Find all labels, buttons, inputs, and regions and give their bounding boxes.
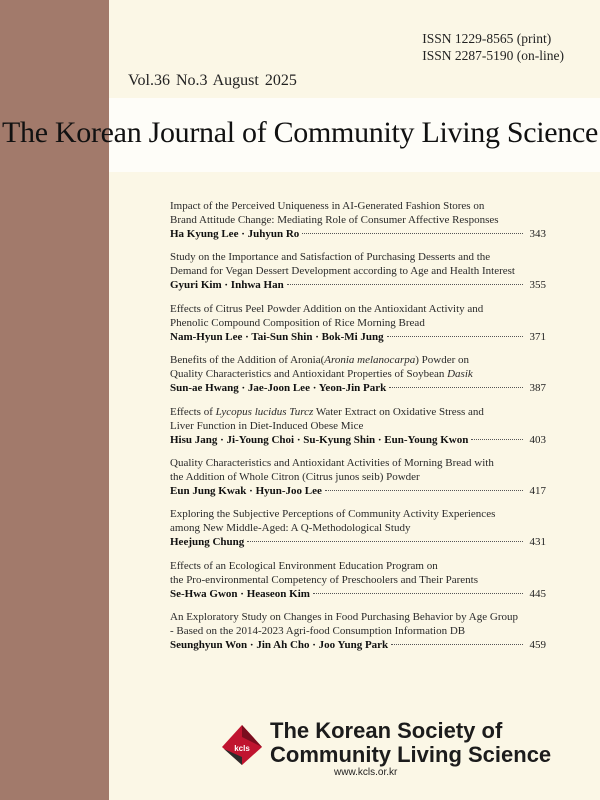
logo-badge-text: kcls (234, 744, 250, 753)
article-page: 343 (529, 228, 546, 240)
article-title-line: Effects of an Ecological Environment Education Program on (170, 559, 438, 572)
dot-leader (247, 541, 523, 542)
dot-leader (471, 439, 523, 440)
article-title-line: Brand Attitude Change: Mediating Role of Consumer Affective Responses (170, 214, 499, 226)
issn-block (422, 30, 564, 64)
article-title-line (170, 353, 546, 367)
journal-title: The Korean Journal of Community Living Science (1, 116, 599, 149)
dot-leader (391, 644, 523, 645)
article-authors: Se-Hwa Gwon · Heaseon Kim (170, 587, 310, 600)
society-url: www.kcls.or.kr (334, 767, 398, 778)
article-authors: Ha Kyung Lee · Juhyun Ro (170, 228, 300, 240)
dot-leader (302, 233, 523, 234)
title-text: ) Powder on (415, 354, 470, 367)
article-authors: Gyuri Kim · Inhwa Han (170, 279, 284, 292)
article-title-line: Effects of Citrus Peel Powder Addition on the Antioxidant Activity and (170, 302, 484, 315)
society-name-line: The Korean Society of (270, 718, 503, 743)
toc-entry (170, 199, 546, 250)
dot-leader (325, 490, 523, 491)
article-title-line: the Addition of Whole Citron (Citrus junos seib) Powder (170, 470, 420, 483)
article-page: 355 (529, 279, 546, 292)
title-text: Effects of (170, 405, 216, 418)
article-title-line (170, 405, 546, 419)
toc-entry (170, 302, 546, 353)
article-authors: Seunghyun Won · Jin Ah Cho · Joo Yung Park (170, 639, 389, 652)
title-text: Benefits of the Addition of Aronia( (170, 354, 325, 367)
article-title-line: Phenolic Compound Composition of Rice Morning Bread (170, 316, 425, 329)
article-authors: Eun Jung Kwak · Hyun-Joo Lee (170, 484, 322, 497)
toc-entry (170, 250, 546, 301)
article-page: 417 (529, 484, 546, 497)
kcls-logo-icon (220, 723, 264, 767)
toc-entry (170, 456, 546, 507)
article-authors: Hisu Jang · Ji-Young Choi · Su-Kyung Shin · Eun-Young Kwon (170, 433, 469, 446)
toc-entry (170, 559, 546, 610)
toc-entry (170, 353, 546, 404)
article-title-line: - Based on the 2014-2023 Agri-food Consumption Information DB (170, 625, 466, 638)
issn-online: ISSN 2287-5190 (on-line) (422, 48, 564, 63)
dot-leader (287, 284, 523, 285)
article-title-line: Quality Characteristics and Antioxidant Activities of Morning Bread with (170, 456, 494, 469)
title-italic-term: Dasik (447, 368, 473, 381)
dot-leader (313, 593, 523, 594)
article-page: 387 (529, 382, 546, 395)
article-page: 431 (529, 536, 546, 549)
society-name-line: Community Living Science (270, 742, 552, 767)
article-authors: Nam-Hyun Lee · Tai-Sun Shin · Bok-Mi Jung (170, 330, 384, 343)
dot-leader (389, 387, 523, 388)
article-title-line (170, 367, 546, 381)
volume-issue-date: Vol.36 No.3 August 2025 (128, 72, 297, 89)
article-title-line: Demand for Vegan Dessert Development according to Age and Health Interest (170, 265, 515, 278)
society-logo (220, 715, 552, 778)
toc-entry (170, 610, 546, 661)
toc-entry (170, 405, 546, 456)
article-title-line: among New Middle-Aged: A Q-Methodological Study (170, 522, 411, 535)
dot-leader (387, 336, 523, 337)
title-species-name: Aronia melanocarpa (324, 354, 416, 367)
article-title-line: An Exploratory Study on Changes in Food Purchasing Behavior by Age Group (170, 611, 518, 624)
article-page: 445 (529, 587, 546, 600)
article-title-line: Exploring the Subjective Perceptions of Community Activity Experiences (170, 508, 496, 521)
article-page: 459 (529, 639, 546, 652)
article-title-line: Study on the Importance and Satisfaction of Purchasing Desserts and the (170, 251, 491, 264)
table-of-contents (170, 199, 546, 662)
article-authors: Heejung Chung (170, 536, 245, 549)
article-title-line: Impact of the Perceived Uniqueness in AI-Generated Fashion Stores on (170, 200, 485, 212)
article-page: 403 (529, 433, 546, 446)
article-authors: Sun-ae Hwang · Jae-Joon Lee · Yeon-Jin Park (170, 382, 387, 395)
title-species-name: Lycopus lucidus Turcz (215, 405, 314, 418)
title-text: Quality Characteristics and Antioxidant Properties of Soybean (170, 368, 448, 381)
society-name (270, 719, 551, 767)
issn-print: ISSN 1229-8565 (print) (422, 31, 552, 46)
title-text: Water Extract on Oxidative Stress and (313, 405, 484, 418)
article-title-line: the Pro-environmental Competency of Preschoolers and Their Parents (170, 573, 479, 586)
article-page: 371 (529, 330, 546, 343)
toc-entry (170, 507, 546, 558)
article-title-line: Liver Function in Diet-Induced Obese Mice (170, 419, 364, 432)
